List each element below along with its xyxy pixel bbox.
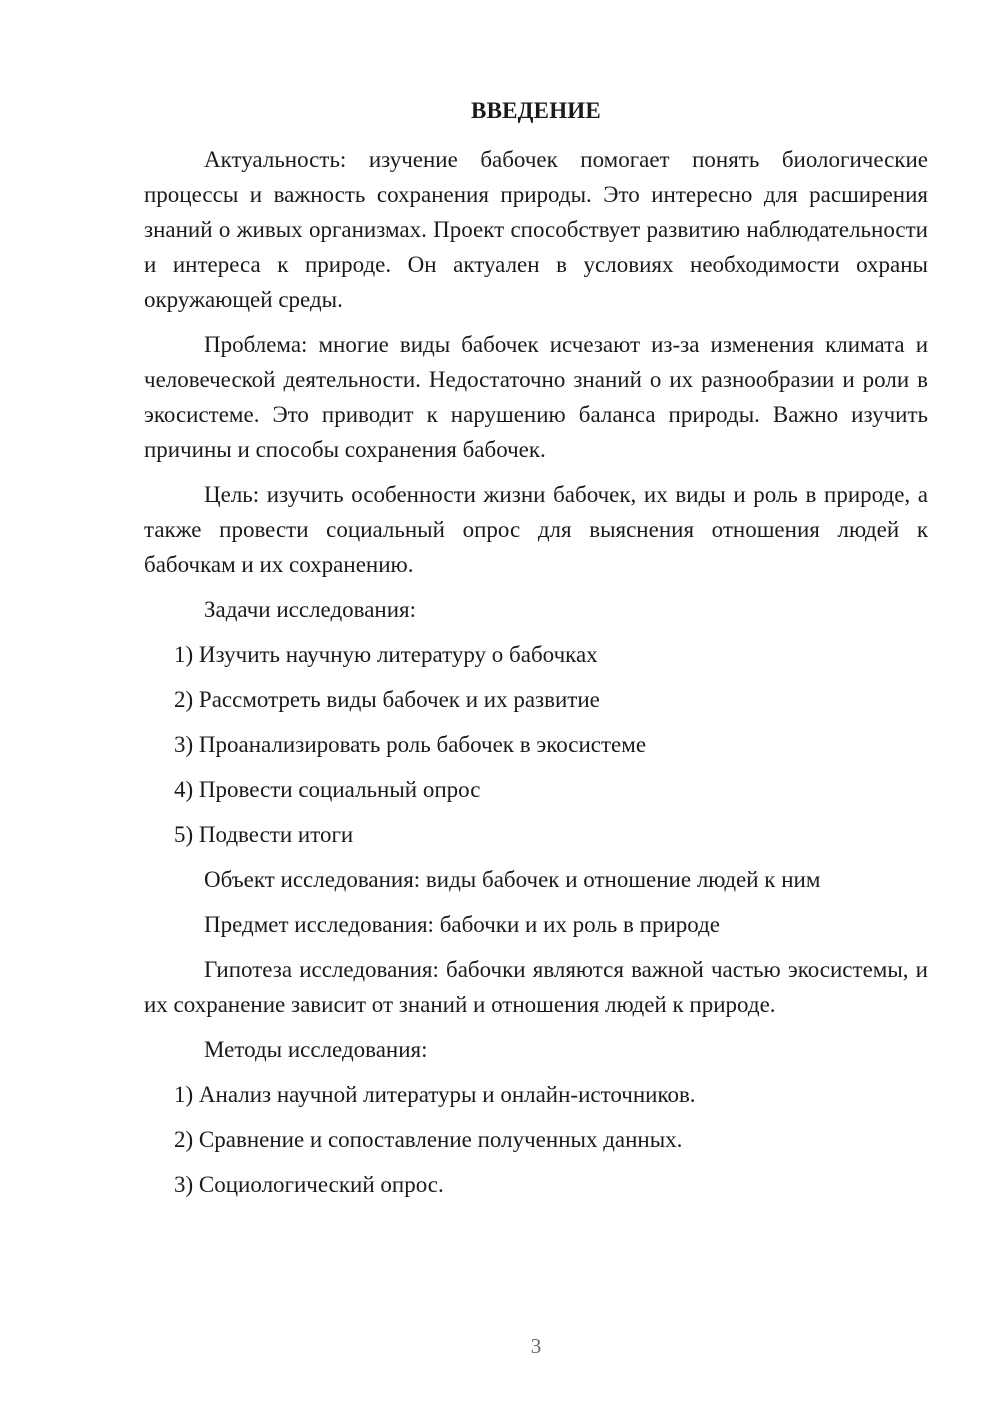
task-item: 3) Проанализировать роль бабочек в экосистеме bbox=[174, 732, 647, 757]
tasks-heading: Задачи исследования: bbox=[204, 597, 417, 622]
task-item: 1) Изучить научную литературу о бабочках bbox=[174, 642, 598, 667]
page-title: ВВЕДЕНИЕ bbox=[471, 98, 601, 123]
task-item: 5) Подвести итоги bbox=[174, 822, 354, 847]
relevance-paragraph: Актуальность: изучение бабочек помогает понять биологические процессы и важность сохранения природы. Это интересно для расширения знаний о живых организмах. Проект способствует развитию наблюдательности и интереса к природе. Он актуален в условиях необходимости охраны окружающей среды. bbox=[144, 147, 928, 312]
task-item: 4) Провести социальный опрос bbox=[174, 777, 481, 802]
method-item: 2) Сравнение и сопоставление полученных данных. bbox=[174, 1127, 683, 1152]
problem-paragraph: Проблема: многие виды бабочек исчезают из-за изменения климата и человеческой деятельности. Недостаточно знаний о их разнообразии и роли в экосистеме. Это приводит к нарушению баланса природы. Важно изучить причины и способы сохранения бабочек. bbox=[144, 332, 928, 462]
goal-paragraph: Цель: изучить особенности жизни бабочек, их виды и роль в природе, а также провести социальный опрос для выяснения отношения людей к бабочкам и их сохранению. bbox=[144, 482, 928, 577]
document-body bbox=[144, 142, 928, 1212]
task-item: 2) Рассмотреть виды бабочек и их развитие bbox=[174, 687, 600, 712]
methods-heading: Методы исследования: bbox=[204, 1037, 428, 1062]
page-number: 3 bbox=[530, 1334, 542, 1358]
object-line: Объект исследования: виды бабочек и отношение людей к ним bbox=[204, 867, 821, 892]
method-item: 3) Социологический опрос. bbox=[174, 1172, 444, 1197]
method-item: 1) Анализ научной литературы и онлайн-источников. bbox=[174, 1082, 696, 1107]
hypothesis-paragraph: Гипотеза исследования: бабочки являются важной частью экосистемы, и их сохранение зависит от знаний и отношения людей к природе. bbox=[144, 957, 928, 1017]
subject-line: Предмет исследования: бабочки и их роль в природе bbox=[204, 912, 721, 937]
